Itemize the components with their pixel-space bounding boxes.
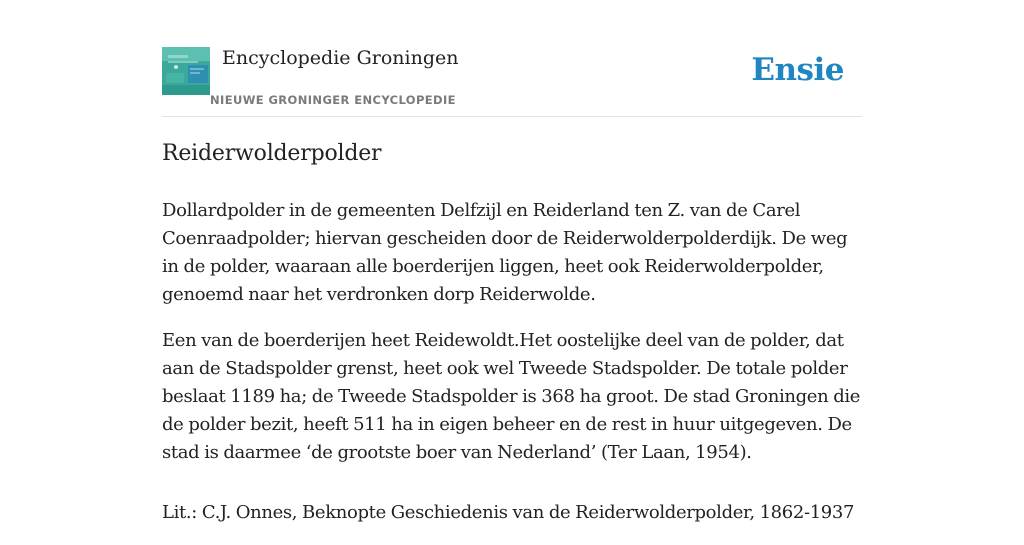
- entry-title: Reiderwolderpolder: [162, 141, 382, 166]
- ensie-logo[interactable]: Ensie: [751, 52, 844, 88]
- entry-paragraph-2: Een van de boerderijen heet Reidewoldt.Het oostelijke deel van de polder, dat aan de Stadspolder grenst, heet ook wel Tweede Stadspolder. De totale polder beslaat 1189 ha; de Tweede Stadspolder is 368 ha groot. De stad Groningen die de polder bezit, heeft 511 ha in eigen beheer en de rest in huur uitgegeven. De stad is daarmee ‘de grootste boer van Nederland’ (Ter Laan, 1954).: [162, 330, 861, 463]
- site-title[interactable]: Encyclopedie Groningen: [222, 47, 459, 69]
- site-subtitle: NIEUWE GRONINGER ENCYCLOPEDIE: [210, 93, 456, 107]
- entry-paragraph-1: Dollardpolder in de gemeenten Delfzijl en Reiderland ten Z. van de Carel Coenraadpolder; hiervan gescheiden door de Reiderwolderpolderdijk. De weg in de polder, waaraan alle boerderijen liggen, heet ook Reiderwolderpolder, genoemd naar het verdronken dorp Reiderwolde.: [162, 200, 848, 305]
- entry-content: [162, 138, 864, 545]
- literature-reference: Lit.: C.J. Onnes, Beknopte Geschiedenis van de Reiderwolderpolder, 1862-1937: [162, 502, 855, 523]
- site-header: [162, 46, 862, 117]
- encyclopedia-cover-icon[interactable]: [162, 47, 210, 95]
- encyclopedia-cover-image: [162, 47, 210, 95]
